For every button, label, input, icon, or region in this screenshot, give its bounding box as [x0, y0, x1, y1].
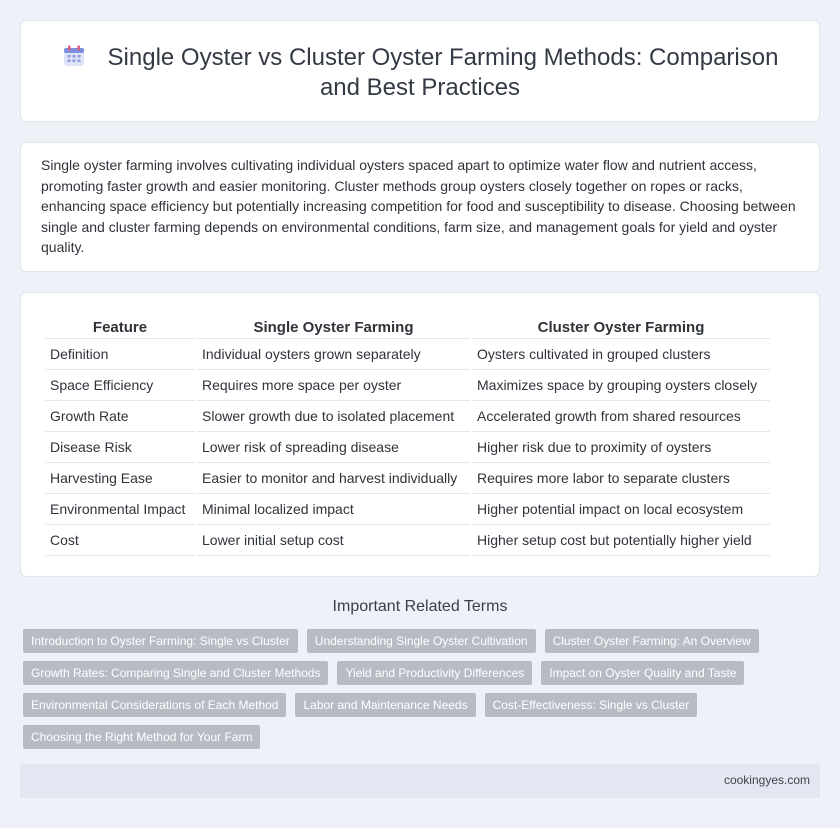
related-term-tag[interactable]: Impact on Oyster Quality and Taste: [541, 661, 744, 685]
cell-feature: Harvesting Ease: [45, 463, 195, 494]
related-term-tag[interactable]: Growth Rates: Comparing Single and Cluster Methods: [23, 661, 328, 685]
comparison-table: [43, 317, 772, 556]
table-row: [45, 339, 770, 370]
page-title-wrap: [61, 43, 779, 103]
cell-cluster: Accelerated growth from shared resources: [472, 401, 770, 432]
cell-feature: Definition: [45, 339, 195, 370]
cell-cluster: Higher risk due to proximity of oysters: [472, 432, 770, 463]
comparison-table-card: [20, 292, 820, 577]
cell-single: Minimal localized impact: [197, 494, 470, 525]
header-cluster: Cluster Oyster Farming: [472, 317, 770, 339]
cell-single: Lower initial setup cost: [197, 525, 470, 556]
header-single: Single Oyster Farming: [197, 317, 470, 339]
intro-paragraph: Single oyster farming involves cultivating individual oysters spaced apart to optimize water flow and nutrient access, promoting faster growth and easier monitoring. Cluster methods group oysters closely together on ropes or racks, enhancing space efficiency but potentially increasing competition for food and susceptibility to disease. Choosing between single and cluster farming depends on environmental conditions, farm size, and management goals for yield and oyster quality.: [41, 157, 796, 255]
cell-single: Slower growth due to isolated placement: [197, 401, 470, 432]
cell-cluster: Maximizes space by grouping oysters closely: [472, 370, 770, 401]
footer: [20, 764, 820, 798]
related-term-tag[interactable]: Understanding Single Oyster Cultivation: [307, 629, 536, 653]
cell-feature: Disease Risk: [45, 432, 195, 463]
cell-cluster: Oysters cultivated in grouped clusters: [472, 339, 770, 370]
related-term-tag[interactable]: Environmental Considerations of Each Method: [23, 693, 286, 717]
cell-single: Individual oysters grown separately: [197, 339, 470, 370]
related-term-tag[interactable]: Cost-Effectiveness: Single vs Cluster: [485, 693, 698, 717]
cell-single: Lower risk of spreading disease: [197, 432, 470, 463]
footer-site-link[interactable]: cookingyes.com: [723, 773, 810, 787]
calendar-icon: [62, 44, 86, 68]
related-term-tag[interactable]: Labor and Maintenance Needs: [295, 693, 475, 717]
table-row: [45, 494, 770, 525]
related-term-tag[interactable]: Yield and Productivity Differences: [337, 661, 532, 685]
table-row: [45, 463, 770, 494]
related-term-tag[interactable]: Choosing the Right Method for Your Farm: [23, 725, 260, 749]
related-term-tag[interactable]: Cluster Oyster Farming: An Overview: [545, 629, 759, 653]
cell-single: Easier to monitor and harvest individually: [197, 463, 470, 494]
cell-feature: Environmental Impact: [45, 494, 195, 525]
table-row: [45, 432, 770, 463]
table-row: [45, 370, 770, 401]
related-terms-heading: Important Related Terms: [332, 598, 508, 615]
cell-cluster: Higher setup cost but potentially higher yield: [472, 525, 770, 556]
cell-feature: Growth Rate: [45, 401, 195, 432]
cell-cluster: Higher potential impact on local ecosystem: [472, 494, 770, 525]
related-term-tag[interactable]: Introduction to Oyster Farming: Single vs Cluster: [23, 629, 298, 653]
cell-feature: Cost: [45, 525, 195, 556]
table-header-row: [45, 317, 770, 339]
page-title: Single Oyster vs Cluster Oyster Farming Methods: Comparison and Best Practices: [107, 44, 779, 101]
table-row: [45, 525, 770, 556]
cell-feature: Space Efficiency: [45, 370, 195, 401]
title-card: [20, 20, 820, 122]
related-terms-tags: [23, 629, 803, 749]
intro-card: [20, 142, 820, 272]
cell-single: Requires more space per oyster: [197, 370, 470, 401]
cell-cluster: Requires more labor to separate clusters: [472, 463, 770, 494]
table-row: [45, 401, 770, 432]
header-feature: Feature: [45, 317, 195, 339]
